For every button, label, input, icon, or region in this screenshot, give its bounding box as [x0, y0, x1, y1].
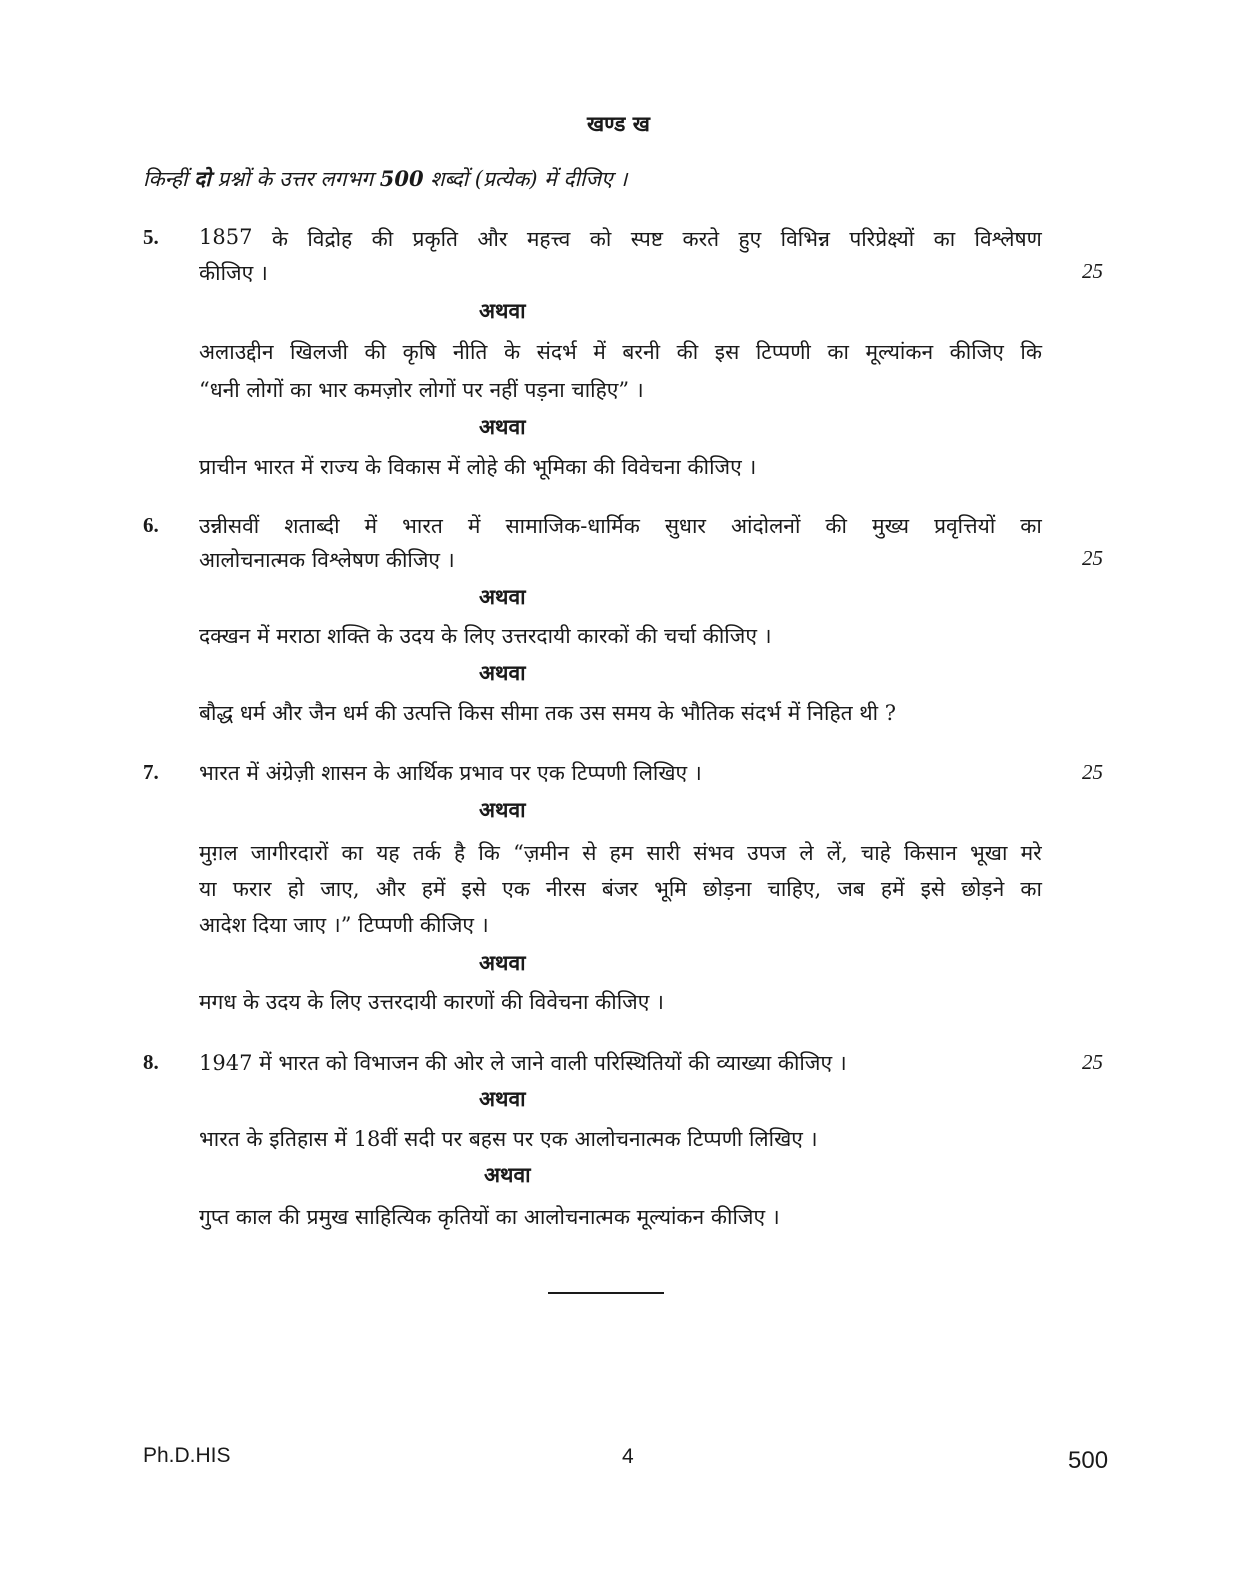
word: मुख्य: [872, 514, 910, 538]
or-label: अथवा: [479, 950, 526, 975]
question-text: बौद्ध धर्म और जैन धर्म की उत्पत्ति किस सीमा तक उस समय के भौतिक संदर्भ में निहित थी ?: [199, 701, 897, 725]
word: कि: [1020, 340, 1042, 364]
word: “ज़मीन: [513, 841, 570, 865]
word: या: [199, 877, 217, 901]
question-text: [199, 338, 1042, 366]
word: नीति: [452, 340, 488, 364]
question-text: [199, 875, 1042, 903]
word: तर्क: [412, 841, 441, 865]
word: कीजिए: [949, 340, 1004, 364]
footer-course-code: Ph.D.HIS: [143, 1444, 231, 1467]
or-label: अथवा: [479, 298, 526, 323]
word: टिप्पणी: [755, 340, 811, 364]
or-label: अथवा: [484, 1162, 531, 1187]
word: सुधार: [664, 514, 706, 538]
question-text: आदेश दिया जाए ।” टिप्पणी कीजिए ।: [199, 913, 489, 937]
word: का: [1020, 514, 1042, 538]
word: का: [933, 227, 956, 251]
word: भूखा: [970, 841, 1008, 865]
word: इसे: [461, 877, 487, 901]
footer-page-number: 4: [622, 1445, 634, 1468]
word: की: [676, 340, 699, 364]
word: खिलजी: [290, 340, 348, 364]
or-label: अथवा: [479, 1086, 526, 1111]
word: संदर्भ: [536, 340, 577, 364]
question-text: [199, 225, 1042, 253]
word: मरे: [1020, 841, 1042, 865]
word: और: [375, 877, 406, 901]
word: जाए,: [320, 877, 360, 901]
word: मुग़ल: [199, 841, 238, 865]
word: भारत: [402, 514, 443, 538]
word: जागीरदारों: [250, 841, 329, 865]
word: चाहे: [860, 841, 891, 865]
or-label: अथवा: [479, 584, 526, 609]
word: हमें: [880, 877, 905, 901]
or-label: अथवा: [479, 797, 526, 822]
question-number: 8.: [143, 1050, 159, 1074]
question-text: “धनी लोगों का भार कमज़ोर लोगों पर नहीं पड़ना चाहिए” ।: [199, 378, 644, 402]
word: कृषि: [402, 340, 437, 364]
question-number: 5.: [143, 225, 159, 249]
word: कि: [478, 841, 500, 865]
word: मूल्यांकन: [865, 340, 934, 364]
question-text: आलोचनात्मक विश्लेषण कीजिए ।: [199, 548, 455, 572]
question-text: भारत के इतिहास में 18वीं सदी पर बहस पर एक आलोचनात्मक टिप्पणी लिखिए ।: [199, 1127, 818, 1151]
word: से: [582, 841, 597, 865]
marks: 25: [1082, 1050, 1103, 1074]
question-text: कीजिए ।: [199, 261, 268, 285]
question-text: [199, 839, 1042, 867]
word: ले: [799, 841, 814, 865]
word: हम: [609, 841, 634, 865]
word: इस: [714, 340, 740, 364]
question-number: 7.: [143, 760, 159, 784]
section-title: खण्ड ख: [587, 111, 650, 136]
footer-number: 500: [1068, 1447, 1109, 1474]
end-rule: [548, 1292, 664, 1294]
marks: 25: [1082, 760, 1103, 784]
word: सारी: [646, 841, 681, 865]
word: है: [454, 841, 466, 865]
word: इसे: [920, 877, 946, 901]
word: छोड़ने: [961, 877, 1005, 901]
question-number: 6.: [143, 513, 159, 537]
word: का: [1020, 877, 1042, 901]
word: विद्रोह: [307, 227, 353, 251]
word: हो: [287, 877, 305, 901]
word: के: [271, 227, 288, 251]
word: स्पष्ट: [630, 227, 664, 251]
marks: 25: [1082, 546, 1103, 570]
word: आंदोलनों: [731, 514, 801, 538]
word: महत्त्व: [526, 227, 571, 251]
word: उन्नीसवीं: [199, 514, 260, 538]
word: हुए: [738, 227, 762, 251]
word: यह: [376, 841, 400, 865]
word: एक: [502, 877, 530, 901]
word: और: [477, 227, 508, 251]
word: नीरस: [545, 877, 586, 901]
word: की: [825, 514, 847, 538]
word: भूमि: [654, 877, 687, 901]
or-label: अथवा: [479, 414, 526, 439]
question-text: दक्खन में मराठा शक्ति के उदय के लिए उत्तरदायी कारकों की चर्चा कीजिए ।: [199, 624, 772, 648]
word: का: [341, 841, 364, 865]
word: संभव: [693, 841, 734, 865]
word: की: [371, 227, 394, 251]
word: में: [467, 514, 481, 538]
question-text: प्राचीन भारत में राज्य के विकास में लोहे की भूमिका की विवेचना कीजिए ।: [199, 455, 757, 479]
word: बरनी: [622, 340, 661, 364]
word: अलाउद्दीन: [199, 340, 274, 364]
word: उपज: [747, 841, 787, 865]
word: सामाजिक-धार्मिक: [505, 514, 640, 538]
question-text: गुप्त काल की प्रमुख साहित्यिक कृतियों का आलोचनात्मक मूल्यांकन कीजिए ।: [199, 1205, 780, 1229]
word: छोड़ना: [702, 877, 752, 901]
word: प्रवृत्तियों: [934, 514, 996, 538]
word: विभिन्न: [780, 227, 830, 251]
word: में: [593, 340, 606, 364]
question-text: भारत में अंग्रेज़ी शासन के आर्थिक प्रभाव पर एक टिप्पणी लिखिए ।: [199, 761, 702, 785]
question-text: 1947 में भारत को विभाजन की ओर ले जाने वाली परिस्थितियों की व्याख्या कीजिए ।: [199, 1051, 847, 1075]
word: को: [589, 227, 612, 251]
word: का: [827, 340, 849, 364]
question-text: [199, 512, 1042, 540]
word: जब: [837, 877, 865, 901]
word: की: [364, 340, 387, 364]
word: चाहिए,: [767, 877, 822, 901]
word: के: [503, 340, 521, 364]
marks: 25: [1082, 259, 1103, 283]
word: 1857: [199, 225, 253, 249]
word: में: [364, 514, 378, 538]
word: परिप्रेक्ष्यों: [849, 227, 915, 251]
word: प्रकृति: [412, 227, 459, 251]
word: करते: [682, 227, 720, 251]
word: लें,: [826, 841, 848, 865]
instructions: किन्हीं दो प्रश्नों के उत्तर लगभग 500 शब्दों (प्रत्येक) में दीजिए ।: [143, 166, 628, 191]
word: फरार: [232, 877, 272, 901]
word: विश्लेषण: [974, 227, 1042, 251]
or-label: अथवा: [479, 660, 526, 685]
word: किसान: [904, 841, 957, 865]
word: हमें: [421, 877, 446, 901]
word: बंजर: [601, 877, 639, 901]
word: शताब्दी: [284, 514, 340, 538]
question-text: मगध के उदय के लिए उत्तरदायी कारणों की विवेचना कीजिए ।: [199, 990, 664, 1014]
